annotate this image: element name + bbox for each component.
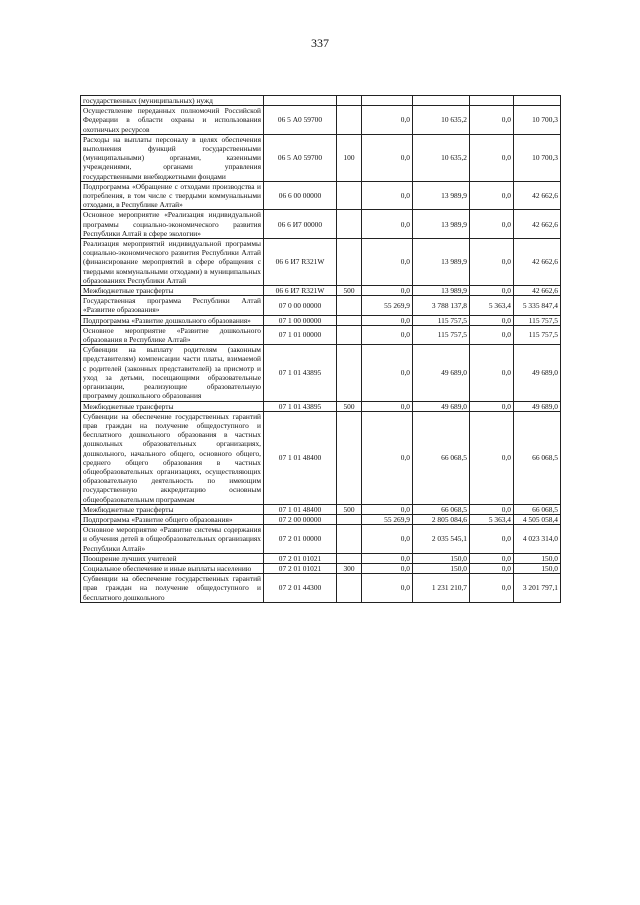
- table-row: [81, 239, 561, 286]
- row-code: 06 6 И7 00000: [264, 210, 337, 239]
- row-amount-3: [470, 96, 514, 106]
- table-row: [81, 96, 561, 106]
- row-name: Основное мероприятие «Реализация индивидуальной программы социально-экономического развития Республики Алтай в сфере экологии»: [81, 210, 264, 239]
- row-amount-2: 13 989,9: [413, 286, 470, 296]
- row-expense-type: [337, 106, 362, 135]
- row-amount-4: 3 201 797,1: [514, 574, 561, 603]
- table-row: [81, 286, 561, 296]
- table-row: [81, 401, 561, 411]
- row-amount-2: 115 757,5: [413, 315, 470, 325]
- row-expense-type: 500: [337, 286, 362, 296]
- row-name: государственных (муниципальных) нужд: [81, 96, 264, 106]
- row-code: 07 1 00 00000: [264, 315, 337, 325]
- row-code: 06 6 И7 R321W: [264, 239, 337, 286]
- row-amount-4: 42 662,6: [514, 286, 561, 296]
- row-amount-3: 0,0: [470, 563, 514, 573]
- row-code: 06 5 А0 59700: [264, 134, 337, 181]
- row-expense-type: [337, 239, 362, 286]
- row-name: Государственная программа Республики Алтай «Развитие образования»: [81, 296, 264, 315]
- row-amount-1: 0,0: [362, 504, 413, 514]
- table-row: [81, 210, 561, 239]
- row-amount-4: 49 689,0: [514, 401, 561, 411]
- row-amount-4: 66 068,5: [514, 411, 561, 504]
- row-amount-2: 3 788 137,8: [413, 296, 470, 315]
- row-code: 07 2 01 01021: [264, 553, 337, 563]
- row-amount-1: 0,0: [362, 345, 413, 401]
- row-expense-type: [337, 210, 362, 239]
- row-code: 07 2 00 00000: [264, 514, 337, 524]
- row-amount-4: 42 662,6: [514, 239, 561, 286]
- row-amount-2: 2 805 084,6: [413, 514, 470, 524]
- row-amount-2: 1 231 210,7: [413, 574, 470, 603]
- row-amount-1: 0,0: [362, 553, 413, 563]
- row-amount-3: 0,0: [470, 106, 514, 135]
- row-amount-4: 42 662,6: [514, 210, 561, 239]
- table-row: [81, 525, 561, 554]
- row-amount-1: 0,0: [362, 315, 413, 325]
- row-amount-3: 0,0: [470, 525, 514, 554]
- row-amount-1: 0,0: [362, 286, 413, 296]
- row-amount-2: 13 989,9: [413, 181, 470, 210]
- row-code: 07 1 01 48400: [264, 411, 337, 504]
- table-row: [81, 181, 561, 210]
- row-amount-4: 115 757,5: [514, 325, 561, 344]
- row-expense-type: 500: [337, 401, 362, 411]
- row-amount-3: 5 363,4: [470, 514, 514, 524]
- row-name: Межбюджетные трансферты: [81, 286, 264, 296]
- row-code: 06 5 А0 59700: [264, 106, 337, 135]
- row-expense-type: [337, 325, 362, 344]
- row-amount-4: 49 689,0: [514, 345, 561, 401]
- row-amount-4: 10 700,3: [514, 134, 561, 181]
- row-amount-1: 0,0: [362, 563, 413, 573]
- row-amount-2: 49 689,0: [413, 401, 470, 411]
- row-expense-type: [337, 181, 362, 210]
- row-name: Межбюджетные трансферты: [81, 504, 264, 514]
- row-amount-3: 0,0: [470, 239, 514, 286]
- row-amount-3: 0,0: [470, 574, 514, 603]
- row-expense-type: [337, 553, 362, 563]
- table-row: [81, 315, 561, 325]
- table-row: [81, 411, 561, 504]
- row-amount-3: 0,0: [470, 401, 514, 411]
- table-row: [81, 553, 561, 563]
- row-amount-1: 55 269,9: [362, 296, 413, 315]
- row-code: [264, 96, 337, 106]
- row-name: Подпрограмма «Развитие дошкольного образования»: [81, 315, 264, 325]
- row-expense-type: 300: [337, 563, 362, 573]
- table-row: [81, 325, 561, 344]
- row-expense-type: [337, 345, 362, 401]
- row-code: 07 1 01 00000: [264, 325, 337, 344]
- row-amount-1: 0,0: [362, 525, 413, 554]
- row-code: 07 1 01 43895: [264, 345, 337, 401]
- budget-table: [80, 95, 561, 603]
- row-code: 06 6 00 00000: [264, 181, 337, 210]
- row-amount-3: 0,0: [470, 504, 514, 514]
- row-amount-3: 0,0: [470, 181, 514, 210]
- table-row: [81, 563, 561, 573]
- row-amount-4: 4 505 058,4: [514, 514, 561, 524]
- row-amount-3: 5 363,4: [470, 296, 514, 315]
- row-expense-type: 100: [337, 134, 362, 181]
- row-amount-3: 0,0: [470, 553, 514, 563]
- row-amount-3: 0,0: [470, 210, 514, 239]
- table-row: [81, 504, 561, 514]
- row-amount-1: 0,0: [362, 106, 413, 135]
- row-name: Субвенции на обеспечение государственных гарантий прав граждан на получение общедоступного и бесплатного дошкольного образования в частных дошкольных образовательных организациях, дошкольного, начального общего, основного общего, среднего общего образования в частных общеобразовательных организациях, осуществляющих образовательную деятельность по имеющим государственную аккредитацию основным общеобразовательным программам: [81, 411, 264, 504]
- table-body: [81, 96, 561, 603]
- row-amount-1: [362, 96, 413, 106]
- row-expense-type: [337, 525, 362, 554]
- row-amount-1: 0,0: [362, 401, 413, 411]
- row-code: 07 0 00 00000: [264, 296, 337, 315]
- row-name: Социальное обеспечение и иные выплаты населению: [81, 563, 264, 573]
- row-amount-2: 49 689,0: [413, 345, 470, 401]
- row-amount-1: 0,0: [362, 574, 413, 603]
- table-row: [81, 514, 561, 524]
- row-amount-4: 5 335 847,4: [514, 296, 561, 315]
- row-amount-3: 0,0: [470, 325, 514, 344]
- row-amount-2: 150,0: [413, 563, 470, 573]
- row-amount-1: 0,0: [362, 325, 413, 344]
- row-amount-4: 150,0: [514, 563, 561, 573]
- row-name: Реализация мероприятий индивидуальной программы социально-экономического развития Республики Алтай (финансирование мероприятий в сфере обращения с твердыми коммунальными отходами) в муниципальных образованиях Республики Алтай: [81, 239, 264, 286]
- row-expense-type: [337, 574, 362, 603]
- row-name: Подпрограмма «Обращение с отходами производства и потребления, в том числе с твердыми коммунальными отходами, в Республике Алтай»: [81, 181, 264, 210]
- row-amount-2: 10 635,2: [413, 106, 470, 135]
- row-amount-3: 0,0: [470, 315, 514, 325]
- table-row: [81, 345, 561, 401]
- table-row: [81, 106, 561, 135]
- row-amount-1: 0,0: [362, 210, 413, 239]
- row-amount-3: 0,0: [470, 345, 514, 401]
- row-amount-1: 0,0: [362, 411, 413, 504]
- table-row: [81, 574, 561, 603]
- row-code: 07 1 01 48400: [264, 504, 337, 514]
- row-amount-2: 115 757,5: [413, 325, 470, 344]
- row-amount-3: 0,0: [470, 286, 514, 296]
- row-amount-2: 13 989,9: [413, 210, 470, 239]
- row-amount-1: 0,0: [362, 134, 413, 181]
- row-code: 07 1 01 43895: [264, 401, 337, 411]
- row-name: Субвенции на выплату родителям (законным представителям) компенсации части платы, взимаемой с родителей (законных представителей) за присмотр и уход за детьми, посещающими образовательные организации, реализующие образовательную программу дошкольного образования: [81, 345, 264, 401]
- row-code: 07 2 01 00000: [264, 525, 337, 554]
- row-name: Поощрение лучших учителей: [81, 553, 264, 563]
- row-name: Расходы на выплаты персоналу в целях обеспечения выполнения функций государственными (муниципальными) органами, казенными учреждениями, органами управления государственными внебюджетными фондами: [81, 134, 264, 181]
- row-amount-2: [413, 96, 470, 106]
- table-row: [81, 296, 561, 315]
- row-expense-type: [337, 315, 362, 325]
- row-expense-type: [337, 96, 362, 106]
- row-name: Основное мероприятие «Развитие системы содержания и обучения детей в общеобразовательных организациях Республики Алтай»: [81, 525, 264, 554]
- row-amount-4: 10 700,3: [514, 106, 561, 135]
- row-amount-3: 0,0: [470, 134, 514, 181]
- page-number: 337: [311, 36, 329, 50]
- row-amount-2: 13 989,9: [413, 239, 470, 286]
- row-expense-type: 500: [337, 504, 362, 514]
- row-expense-type: [337, 514, 362, 524]
- row-amount-4: 4 023 314,0: [514, 525, 561, 554]
- row-code: 07 2 01 44300: [264, 574, 337, 603]
- row-amount-2: 66 068,5: [413, 504, 470, 514]
- row-name: Межбюджетные трансферты: [81, 401, 264, 411]
- row-amount-4: 150,0: [514, 553, 561, 563]
- row-code: 06 6 И7 R321W: [264, 286, 337, 296]
- row-name: Подпрограмма «Развитие общего образования»: [81, 514, 264, 524]
- row-name: Основное мероприятие «Развитие дошкольного образования в Республике Алтай»: [81, 325, 264, 344]
- table-row: [81, 134, 561, 181]
- row-code: 07 2 01 01021: [264, 563, 337, 573]
- row-amount-2: 10 635,2: [413, 134, 470, 181]
- row-name: Субвенции на обеспечение государственных гарантий прав граждан на получение общедоступного и бесплатного дошкольного: [81, 574, 264, 603]
- row-amount-4: [514, 96, 561, 106]
- row-amount-1: 55 269,9: [362, 514, 413, 524]
- row-expense-type: [337, 411, 362, 504]
- row-amount-1: 0,0: [362, 239, 413, 286]
- row-amount-2: 150,0: [413, 553, 470, 563]
- row-amount-2: 66 068,5: [413, 411, 470, 504]
- row-amount-1: 0,0: [362, 181, 413, 210]
- row-name: Осуществление переданных полномочий Российской Федерации в области охраны и использования охотничьих ресурсов: [81, 106, 264, 135]
- row-amount-4: 66 068,5: [514, 504, 561, 514]
- row-amount-4: 115 757,5: [514, 315, 561, 325]
- row-expense-type: [337, 296, 362, 315]
- row-amount-3: 0,0: [470, 411, 514, 504]
- row-amount-4: 42 662,6: [514, 181, 561, 210]
- row-amount-2: 2 035 545,1: [413, 525, 470, 554]
